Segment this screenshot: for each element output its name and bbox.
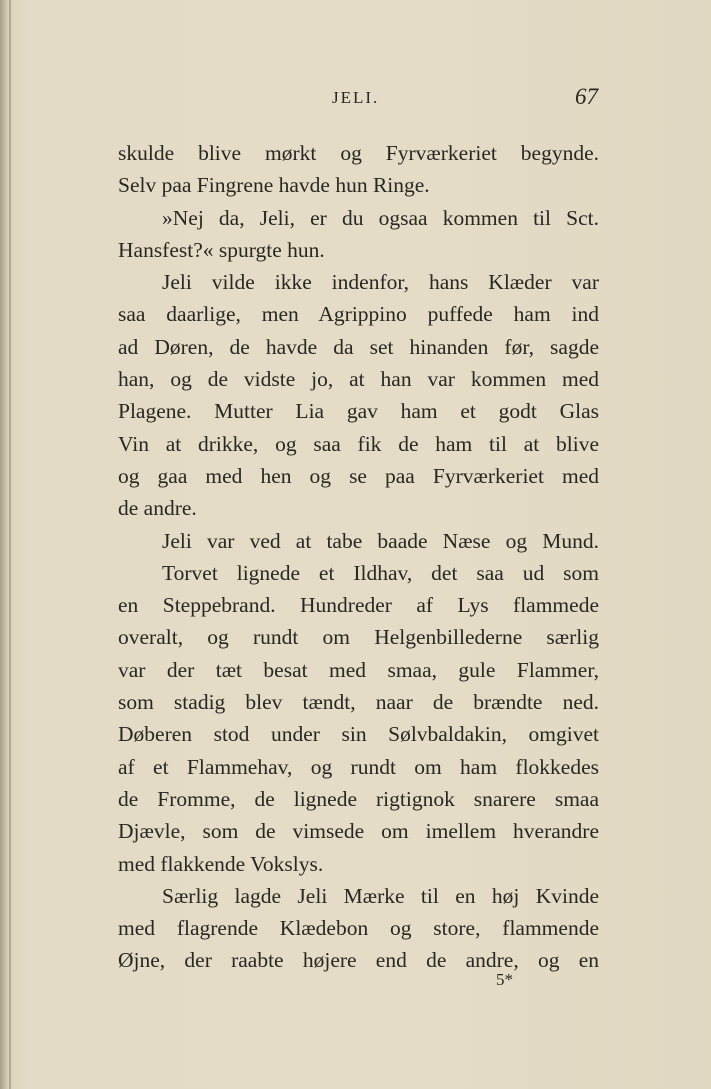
text-line: de andre.	[118, 496, 197, 521]
text-line: »Nej da, Jeli, er du ogsaa kommen til Sct.	[162, 205, 599, 230]
text-line: Djævle, som de vimsede om imellem hverandre	[118, 819, 599, 844]
text-line: saa daarlige, men Agrippino puffede ham ind	[118, 302, 599, 327]
text-line: af et Flammehav, og rundt om ham flokkedes	[118, 754, 599, 779]
text-line: Jeli var ved at tabe baade Næse og Mund.	[162, 528, 599, 553]
text-line: Plagene. Mutter Lia gav ham et godt Glas	[118, 399, 599, 424]
text-line: Selv paa Fingrene havde hun Ringe.	[118, 173, 430, 198]
running-head: JELI.	[332, 88, 380, 107]
text-line: var der tæt besat med smaa, gule Flammer,	[118, 657, 599, 682]
binding-line	[9, 0, 11, 1089]
text-line: Særlig lagde Jeli Mærke til en høj Kvinde	[162, 883, 599, 908]
text-line: Døberen stod under sin Sølvbaldakin, omgivet	[118, 722, 599, 747]
text-line: overalt, og rundt om Helgenbillederne særlig	[118, 625, 599, 650]
text-line: Torvet lignede et Ildhav, det saa ud som	[162, 560, 599, 585]
text-line: som stadig blev tændt, naar de brændte ned.	[118, 690, 599, 715]
text-line: med flakkende Vokslys.	[118, 851, 324, 876]
body-text	[118, 137, 599, 977]
text-line: han, og de vidste jo, at han var kommen med	[118, 367, 599, 392]
text-line: skulde blive mørkt og Fyrværkeriet begynde.	[118, 141, 599, 165]
signature-mark: 5*	[496, 970, 513, 989]
binding-edge	[0, 0, 9, 1089]
text-line: ad Døren, de havde da set hinanden før, sagde	[118, 334, 599, 359]
text-line: og gaa med hen og se paa Fyrværkeriet med	[118, 463, 599, 488]
text-line: med flagrende Klædebon og store, flammende	[118, 916, 599, 941]
text-line: Hansfest?« spurgte hun.	[118, 237, 325, 262]
text-line: Vin at drikke, og saa fik de ham til at blive	[118, 431, 599, 456]
page-header	[118, 84, 598, 118]
page-number: 67	[575, 84, 598, 109]
text-line: Øjne, der raabte højere end de andre, og en	[118, 948, 599, 973]
text-line: de Fromme, de lignede rigtignok snarere smaa	[118, 786, 599, 811]
text-line: en Steppebrand. Hundreder af Lys flammede	[118, 593, 599, 618]
text-line: Jeli vilde ikke indenfor, hans Klæder var	[162, 270, 599, 295]
